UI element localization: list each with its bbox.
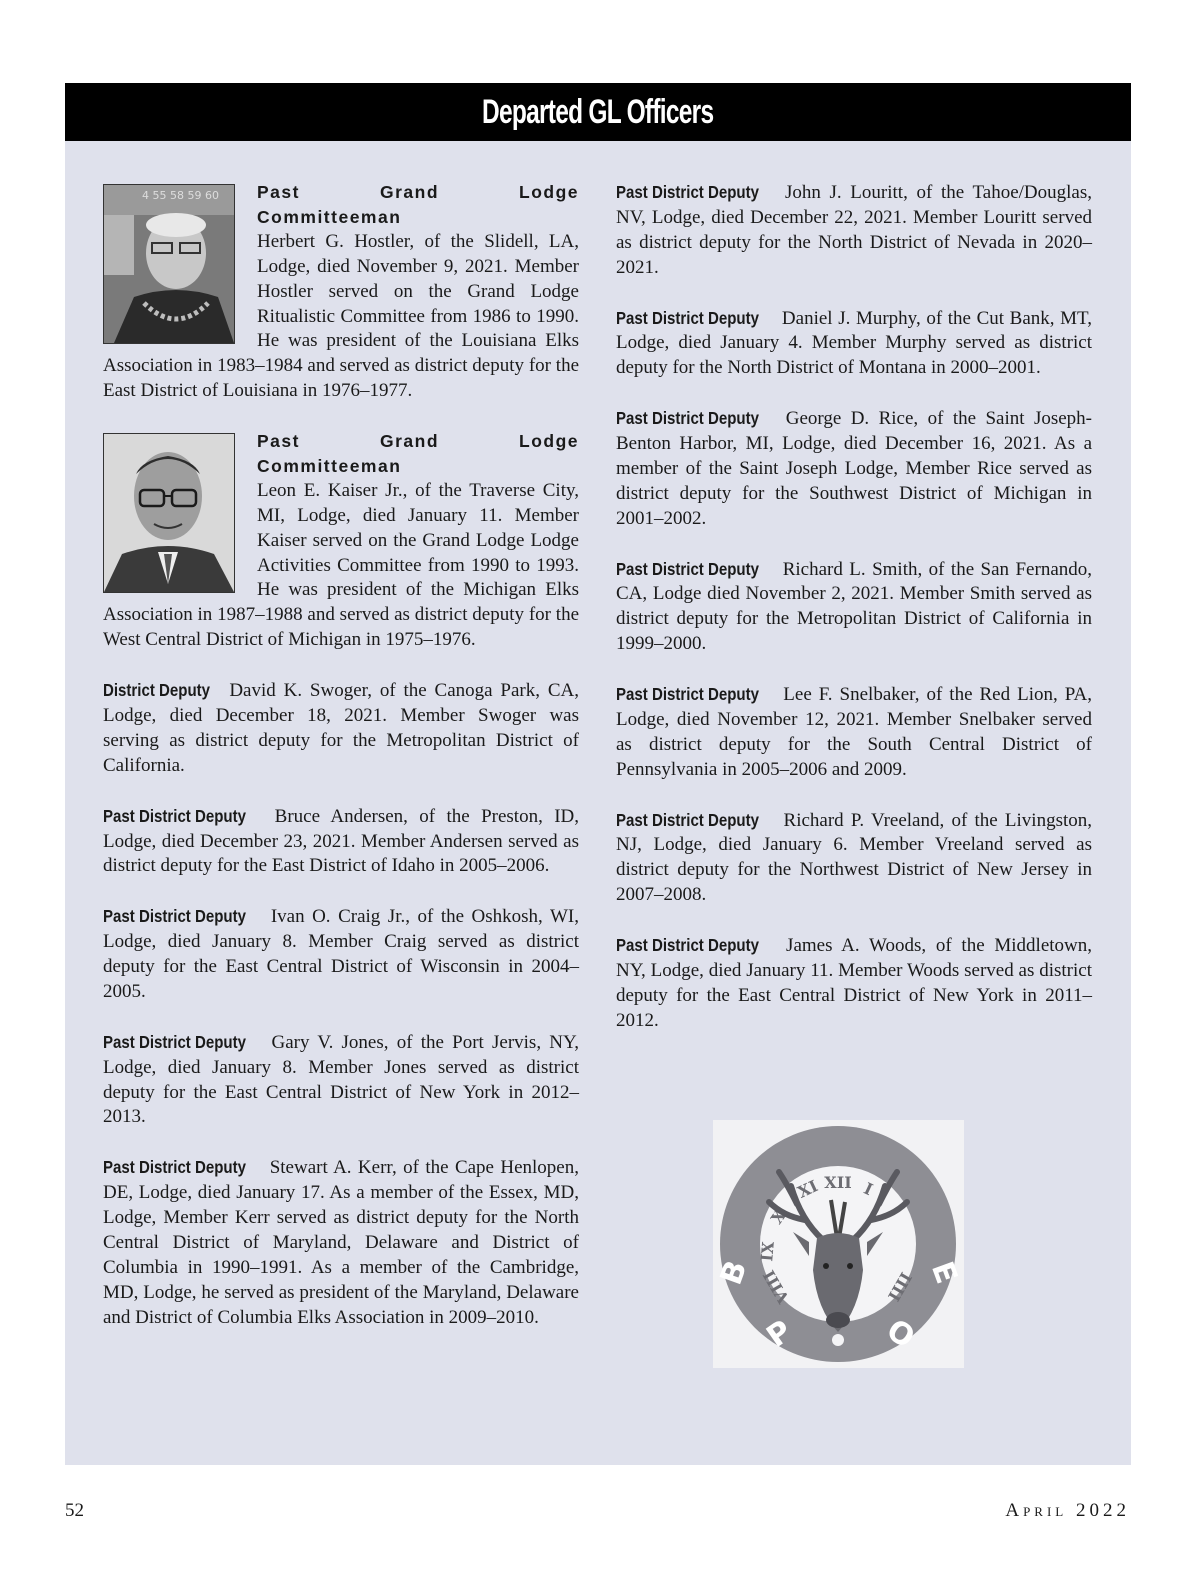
rank-label: Past District Deputy <box>616 809 760 830</box>
obituary-entry <box>616 682 1092 783</box>
svg-text:O: O <box>879 1312 921 1356</box>
rank-label: Past District Deputy <box>616 558 760 579</box>
portrait-photo-hostler <box>103 184 235 344</box>
obituary-entry <box>616 306 1092 382</box>
obituary-text: Bruce Andersen, of the Preston, ID, Lodge, died December 23, 2021. Member Andersen served as district deputy for the East District of Idaho in 2005–2006. <box>103 805 579 877</box>
obituary-entry <box>103 904 579 1005</box>
svg-text:I: I <box>860 1178 876 1200</box>
svg-text:P: P <box>760 1313 799 1355</box>
rank-label: Past Grand Lodge Committeeman <box>257 431 579 476</box>
right-column <box>616 180 1092 1059</box>
obituary-entry <box>103 678 579 779</box>
obituary-entry <box>103 180 579 404</box>
rank-label: Past District Deputy <box>103 1031 247 1052</box>
rank-label: Past District Deputy <box>103 1157 247 1178</box>
svg-text:IX: IX <box>757 1240 778 1263</box>
obituary-entry <box>103 804 579 880</box>
svg-text:X: X <box>767 1206 790 1228</box>
obituary-text: Lee F. Snelbaker, of the Red Lion, PA, Lodge, died November 12, 2021. Member Snelbaker served as district deputy for the South Central District of Pennsylvania in 2005–2006 and 2009. <box>616 684 1093 780</box>
obituary-text: Gary V. Jones, of the Port Jervis, NY, Lodge, died January 8. Member Jones served as district deputy for the East Central District of New York in 2012–2013. <box>103 1031 580 1128</box>
svg-text:XII: XII <box>824 1173 852 1192</box>
obituary-text: James A. Woods, of the Middletown, NY, Lodge, died January 11. Member Woods served as district deputy for the East Central District of New York in 2011–2012. <box>616 935 1092 1031</box>
obituary-text: Leon E. Kaiser Jr., of the Traverse City, MI, Lodge, died January 11. Member Kaiser served on the Grand Lodge Lodge Activities Committee from 1990 to 1993. He was president of the Michigan Elks Association in 1987–1988 and served as district deputy for the West Central District of Michigan in 1975–1976. <box>103 479 579 651</box>
rank-label: Past District Deputy <box>616 307 760 328</box>
obituary-entry <box>103 1030 579 1131</box>
obituary-text: Stewart A. Kerr, of the Cape Henlopen, DE, Lodge, died January 17. As a member of the Essex, MD, Lodge, Member Kerr served as district deputy for the North Central District of Maryland, Delaware and District of Columbia in 1990–1991. As a member of the Cambridge, MD, Lodge, he served as president of the Maryland, Delaware and District of Columbia Elks Association in 2009–2010. <box>103 1157 579 1328</box>
obituary-entry <box>616 406 1092 532</box>
obituary-entry <box>616 933 1092 1034</box>
rank-label: Past Grand Lodge Committeeman <box>257 182 579 227</box>
svg-text:XI: XI <box>794 1176 821 1202</box>
page-title: Departed GL Officers <box>482 92 714 131</box>
rank-label: Past District Deputy <box>103 805 247 826</box>
rank-label: Past District Deputy <box>616 408 760 429</box>
obituary-text: Herbert G. Hostler, of the Slidell, LA, Lodge, died November 9, 2021. Member Hostler served on the Grand Lodge Ritualistic Committee from 1986 to 1990. He was president of the Louisiana Elks Association in 1983–1984 and served as district deputy for the East District of Louisiana in 1976–1977. <box>103 230 579 402</box>
obituary-text: Daniel J. Murphy, of the Cut Bank, MT, Lodge, died January 4. Member Murphy served as district deputy for the North District of Montana in 2000–2001. <box>616 307 1092 379</box>
bpoe-elk-clock-emblem-icon <box>713 1120 964 1368</box>
portrait-photo-kaiser <box>103 433 235 593</box>
obituary-text: Richard L. Smith, of the San Fernando, CA, Lodge died November 2, 2021. Member Smith served as district deputy for the Metropolitan District of California in 1999–2000. <box>616 558 1092 655</box>
obituary-entry <box>103 1155 579 1330</box>
obituary-text: David K. Swoger, of the Canoga Park, CA, Lodge, died December 18, 2021. Member Swoger was serving as district deputy for the Metropolitan District of California. <box>103 680 580 776</box>
rank-label: District Deputy <box>103 680 211 701</box>
svg-text:VIII: VIII <box>759 1266 794 1307</box>
obituary-entry <box>616 180 1092 281</box>
obituary-entry <box>103 429 579 653</box>
svg-text:B: B <box>713 1256 755 1290</box>
obituary-text: Ivan O. Craig Jr., of the Oshkosh, WI, Lodge, died January 8. Member Craig served as district deputy for the East Central District of Wisconsin in 2004–2005. <box>103 906 579 1002</box>
rank-label: Past District Deputy <box>616 182 760 202</box>
issue-date: April 2022 <box>1005 1500 1130 1521</box>
page-number: 52 <box>65 1500 84 1521</box>
obituary-text: George D. Rice, of the Saint Joseph-Benton Harbor, MI, Lodge, died December 16, 2021. As a member of the Saint Joseph Lodge, Member Rice served as district deputy for the Southwest District of Michigan in 2001–2002. <box>616 408 1092 529</box>
rank-label: Past District Deputy <box>616 935 760 956</box>
svg-text:E: E <box>923 1257 964 1289</box>
svg-text:IIII: IIII <box>884 1269 916 1305</box>
svg-text:4 55 58 59 60: 4 55 58 59 60 <box>142 189 219 202</box>
rank-label: Past District Deputy <box>103 906 247 927</box>
rank-label: Past District Deputy <box>616 684 760 705</box>
left-column <box>103 180 579 1355</box>
obituary-entry <box>616 808 1092 909</box>
obituary-text: Richard P. Vreeland, of the Livingston, NJ, Lodge, died January 6. Member Vreeland served as district deputy for the Northwest District of New Jersey in 2007–2008. <box>616 809 1093 906</box>
obituary-entry <box>616 557 1092 658</box>
page-header <box>65 83 1131 141</box>
obituary-text: John J. Louritt, of the Tahoe/Douglas, NV, Lodge, died December 22, 2021. Member Louritt served as district deputy for the North District of Nevada in 2020–2021. <box>616 182 1092 278</box>
